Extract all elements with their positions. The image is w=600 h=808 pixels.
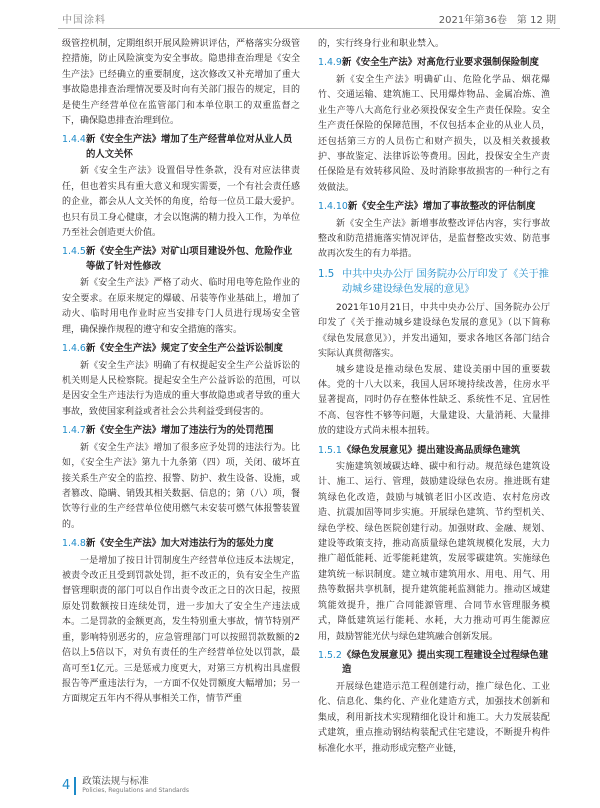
magazine-name: 中国涂料 — [62, 15, 106, 26]
subsection-heading — [318, 200, 550, 215]
footer-section-en: Policies, Regulations and Standards — [82, 787, 189, 794]
right-column — [318, 37, 550, 757]
heading-title: 新《安全生产法》增加了违法行为的处罚范围 — [86, 425, 274, 437]
subsection-heading — [62, 537, 300, 552]
heading-title: 新《安全生产法》规定了安全生产公益诉讼制度 — [86, 343, 283, 355]
subsection-heading — [318, 56, 550, 71]
heading-title: 新《安全生产法》增加了生产经营单位对从业人员的人文关怀 — [86, 134, 293, 160]
paragraph: 开展绿色建造示范工程创建行动，推广绿色化、工业化、信息化、集约化、产业化建造方式，加强技术创新和集成，利用新技术实现精细化设计和施工。大力发展装配式建筑，重点推动钢结构装配式住宅建设，不断提升构件标准化水平，推动形成完整产业链， — [318, 681, 550, 754]
paragraph: 的，实行终身行业和职业禁入。 — [318, 39, 445, 49]
paragraph: 新《安全生产法》明确了有权提起安全生产公益诉讼的机关则是人民检察院。提起安全生产公益诉讼的范围，可以是因安全生产违法行为造成的重大事故隐患或者导致的重大事故，致使国家利益或者社会公共利益受到侵害的。 — [62, 360, 300, 417]
paragraph: 级管控机制，定期组织开展风险辨识评估，严格落实分级管控措施，防止风险演变为安全事故。隐患排查治理是《安全生产法》已经确立的重要制度，这次修改又补充增加了重大事故隐患排查治理情况要及时向有关部门报告的规定，目的是使生产经营单位在监管部门和本单位职工的双重监督之下，确保隐患排查治理到位。 — [62, 39, 300, 127]
subsection-heading — [318, 444, 550, 459]
paragraph: 新《安全生产法》增加了很多应予处罚的违法行为。比如，《安全生产法》第九十九条第（四）项，关闭、破坏直接关系生产安全的监控、报警、防护、救生设备、设施，或者篡改、隐瞒、销毁其相关数据、信息的；第（八）项，餐饮等行业的生产经营单位使用燃气未安装可燃气体报警装置的。 — [62, 442, 300, 530]
page-number: 4 — [62, 778, 71, 793]
heading-number: 1.4.5 — [62, 246, 86, 258]
footer-section-cn: 政策法规与标准 — [82, 776, 149, 787]
issue-info: 2021年第36卷 第 12 期 — [438, 15, 556, 26]
heading-title: 中共中央办公厅 国务院办公厅印发了《关于推动城乡建设绿色发展的意见》 — [342, 268, 549, 295]
heading-title: 新《安全生产法》对高危行业要求强制保险制度 — [342, 57, 539, 69]
paragraph: 新《安全生产法》设置倡导性条款，没有对应法律责任，但也着实具有重大意义和现实需要，一个有社会责任感的企业，都会从人文关怀的角度，给每一位员工最大爱护。也只有员工身心健康，才会以饱满的精力投入工作，为单位乃至社会创造更大价值。 — [62, 166, 300, 239]
paragraph: 新《安全生产法》新增事故整改评估内容，实行事故整改和防范措施落实情况评估，是监督整改实效、防范事故再次发生的有力举措。 — [318, 218, 550, 260]
page-header — [0, 0, 600, 30]
heading-title: 《绿色发展意见》提出建设高品质绿色建筑 — [342, 444, 521, 456]
heading-number: 1.4.8 — [62, 538, 86, 550]
heading-number: 1.4.10 — [318, 201, 348, 213]
heading-title: 新《安全生产法》增加了事故整改的评估制度 — [347, 201, 536, 213]
footer-bar — [74, 777, 76, 795]
heading-number: 1.4.4 — [62, 134, 86, 146]
heading-number: 1.4.9 — [318, 57, 342, 69]
paragraph: 新《安全生产法》严格了动火、临时用电等危险作业的安全要求。在原来规定的爆破、吊装等作业基础上，增加了动火、临时用电作业时应当安排专门人员进行现场安全管理，确保操作规程的遵守和安全措施的落实。 — [62, 278, 300, 335]
paragraph: 一是增加了按日计罚制度生产经营单位违反本法规定，被责令改正且受到罚款处罚，拒不改正的，负有安全生产监督管理职责的部门可以自作出责令改正之日的次日起，按照原处罚数额按日连续处罚，进一步加大了安全生产违法成本。二是罚款的金额更高，发生特别重大事故，情节特别严重，影响特别恶劣的，应急管理部门可以按照罚款数额的2倍以上5倍以下，对负有责任的生产经营单位处以罚款，最高可至1亿元。三是惩戒力度更大，对第三方机构出具虚假报告等严重违法行为，一方面不仅处罚额度大幅增加；另一方面规定五年内不得从事相关工作，情节严重 — [62, 555, 300, 705]
header-rule — [58, 28, 560, 29]
paragraph: 新《安全生产法》明确矿山、危险化学品、烟花爆竹、交通运输、建筑施工、民用爆炸物品、金属冶炼、渔业生产等八大高危行业必须投保安全生产责任保险。安全生产责任保险的保障范围，不仅包括本企业的从业人员，还包括第三方的人员伤亡和财产损失，以及相关救援救护、事故鉴定、法律诉讼等费用。因此，投保安全生产责任保险是有效转移风险、及时消除事故损害的一种行之有效做法。 — [318, 74, 550, 193]
paragraph: 2021年10月21日，中共中央办公厅、国务院办公厅印发了《关于推动城乡建设绿色发展的意见》（以下简称《绿色发展意见》），并发出通知，要求各地区各部门结合实际认真贯彻落实。 — [318, 302, 550, 360]
section-heading — [318, 267, 550, 297]
subsection-heading — [62, 245, 300, 274]
heading-number: 1.4.6 — [62, 343, 86, 355]
heading-title: 《绿色发展意见》提出实现工程建设全过程绿色建造 — [342, 649, 549, 676]
page-footer — [62, 776, 189, 795]
heading-number: 1.5.1 — [318, 444, 342, 456]
heading-title: 新《安全生产法》加大对违法行为的惩处力度 — [86, 538, 274, 550]
heading-number: 1.4.7 — [62, 425, 86, 437]
heading-number: 1.5 — [318, 268, 335, 280]
paragraph: 实施建筑领域碳达峰、碳中和行动。规范绿色建筑设计、施工、运行、管理，鼓励建设绿色农房。推进既有建筑绿色化改造，鼓励与城镇老旧小区改造、农村危房改造、抗震加固等同步实施。开展绿色建筑、节约型机关、绿色学校、绿色医院创建行动。加强财政、金融、规划、建设等政策支持，推动高质量绿色建筑规模化发展，大力推广超低能耗、近零能耗建筑，发展零碳建筑。实施绿色建筑统一标识制度。建立城市建筑用水、用电、用气、用热等数据共享机制，提升建筑能耗监测能力。推动区域建筑能效提升，推广合同能源管理、合同节水管理服务模式，降低建筑运行能耗、水耗，大力推动可再生能源应用，鼓励智能光伏与绿色建筑融合创新发展。 — [318, 462, 550, 642]
paragraph: 城乡建设是推动绿色发展、建设美丽中国的重要载体。党的十八大以来，我国人居环境持续改善，住房水平显著提高，同时仍存在整体性缺乏、系统性不足、宜居性不高、包容性不够等问题，大量建设、大量消耗、大量排放的建设方式尚未根本扭转。 — [318, 364, 550, 437]
left-column — [62, 37, 300, 708]
subsection-heading — [62, 342, 300, 357]
heading-number: 1.5.2 — [318, 649, 342, 661]
subsection-heading — [318, 649, 550, 678]
heading-title: 新《安全生产法》对矿山项目建设外包、危险作业等做了针对性修改 — [86, 246, 293, 272]
subsection-heading — [62, 133, 300, 162]
subsection-heading — [62, 424, 300, 439]
